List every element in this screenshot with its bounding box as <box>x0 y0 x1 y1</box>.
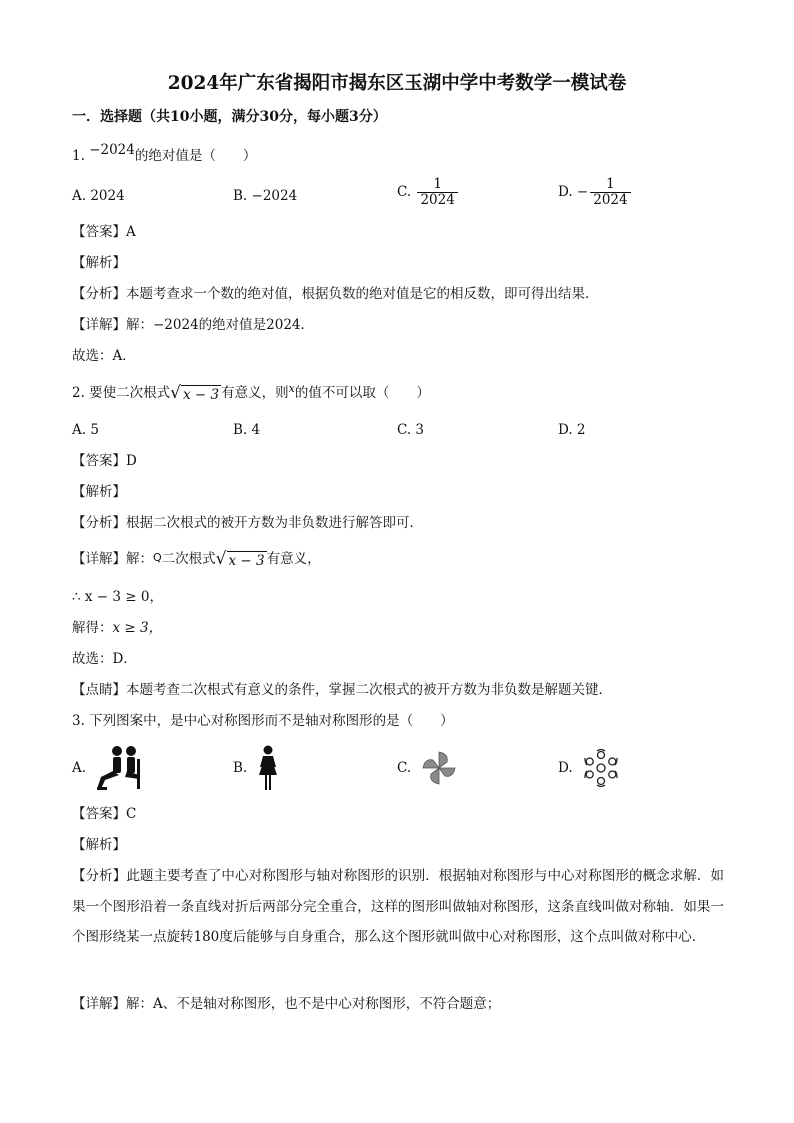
option-label: D. − <box>558 184 589 200</box>
radicand: x − 3 <box>228 553 265 569</box>
radical-sign: √ <box>215 549 227 569</box>
question-number: 1. <box>72 148 85 164</box>
q1-option-d <box>558 177 633 208</box>
detail-text: 二次根式 <box>161 551 216 567</box>
question-text: 的绝对值是（ ） <box>134 148 257 164</box>
q3-option-b-label: B. <box>233 760 248 776</box>
q2-step-1: ∴ x − 3 ≥ 0， <box>72 589 163 605</box>
q2-step-2 <box>72 618 722 638</box>
q3-option-a-label: A. <box>72 760 87 776</box>
q3-answer: 【答案】C <box>72 806 137 822</box>
question-text: 有意义，则 <box>221 385 289 401</box>
math-expression: x ≥ 3， <box>112 620 163 636</box>
q3-fenxi: 【分析】此题主要考查了中心对称图形与轴对称图形的识别．根据轴对称图形与中心对称图形的概念求解．如果一个图形沿着一条直线对折后两部分完全重合，这样的图形叫做轴对称图形，这条直线叫做对称轴．如果一个图形绕某一点旋转180度后能够与自身重合，那么这个图形就叫做中心对称图形，这个点叫做对称中心． <box>72 868 724 945</box>
option-label: C. <box>397 184 412 200</box>
radicand: x − 3 <box>183 387 220 403</box>
snowflake-icon <box>582 749 620 787</box>
question-text: 2. 要使二次根式 <box>72 385 171 401</box>
square-root <box>170 383 221 404</box>
q3-option-d-label: D. <box>558 760 573 776</box>
denominator: 2024 <box>590 192 630 208</box>
radical-sign: √ <box>170 383 182 403</box>
q2-option-a: A. 5 <box>72 422 99 438</box>
because-symbol: Q <box>153 551 162 564</box>
q2-fenxi: 【分析】根据二次根式的被开方数为非负数进行解答即可． <box>72 515 423 531</box>
question-text: 的值不可以取（ ） <box>294 385 430 401</box>
math-expression: −2024 <box>89 142 135 158</box>
numerator: 1 <box>433 176 442 192</box>
q2-dianjing: 【点睛】本题考查二次根式有意义的条件，掌握二次根式的被开方数为非负数是解题关键． <box>72 682 612 698</box>
q2-choice: 故选：D． <box>72 651 137 667</box>
question-1-stem <box>72 142 722 166</box>
page-title: 2024年广东省揭阳市揭东区玉湖中学中考数学一模试卷 <box>167 73 627 94</box>
detail-label: 【详解】解： <box>72 551 153 567</box>
q3-analysis-heading: 【解析】 <box>72 837 126 853</box>
square-root <box>216 549 267 570</box>
q1-choice: 故选：A． <box>72 348 136 364</box>
q1-option-c <box>397 177 460 208</box>
fraction <box>590 177 630 208</box>
q1-analysis-heading: 【解析】 <box>72 255 126 271</box>
q1-option-a: A. 2024 <box>72 188 125 204</box>
q2-option-c: C. 3 <box>397 422 425 438</box>
q2-option-d: D. 2 <box>558 422 586 438</box>
question-2-stem <box>72 383 722 404</box>
denominator: 2024 <box>417 192 457 208</box>
pinwheel-icon <box>421 750 457 786</box>
numerator: 1 <box>606 176 615 192</box>
woman-figure-icon <box>255 745 281 791</box>
question-3-stem: 3. 下列图案中，是中心对称图形而不是轴对称图形的是（ ） <box>72 713 454 729</box>
step-label: 解得： <box>72 620 113 636</box>
q2-xiangjie <box>72 549 722 570</box>
detail-text: 有意义， <box>266 551 321 567</box>
section-heading: 一．选择题（共10小题，满分30分，每小题3分） <box>72 109 387 125</box>
q2-analysis-heading: 【解析】 <box>72 484 126 500</box>
variable: x <box>288 382 295 395</box>
q1-option-b: B. −2024 <box>233 188 298 204</box>
q2-option-b: B. 4 <box>233 422 261 438</box>
q1-fenxi: 【分析】本题考查求一个数的绝对值，根据负数的绝对值是它的相反数，即可得出结果． <box>72 286 599 302</box>
q3-xiangjie: 【详解】解：A、不是轴对称图形，也不是中心对称图形，不符合题意； <box>72 996 501 1012</box>
q3-option-c-label: C. <box>397 760 412 776</box>
q2-answer: 【答案】D <box>72 453 137 469</box>
q1-answer: 【答案】A <box>72 224 136 240</box>
q1-xiangjie: 【详解】解：−2024的绝对值是2024． <box>72 317 315 333</box>
two-people-sitting-icon <box>95 745 151 791</box>
fraction <box>417 177 457 208</box>
